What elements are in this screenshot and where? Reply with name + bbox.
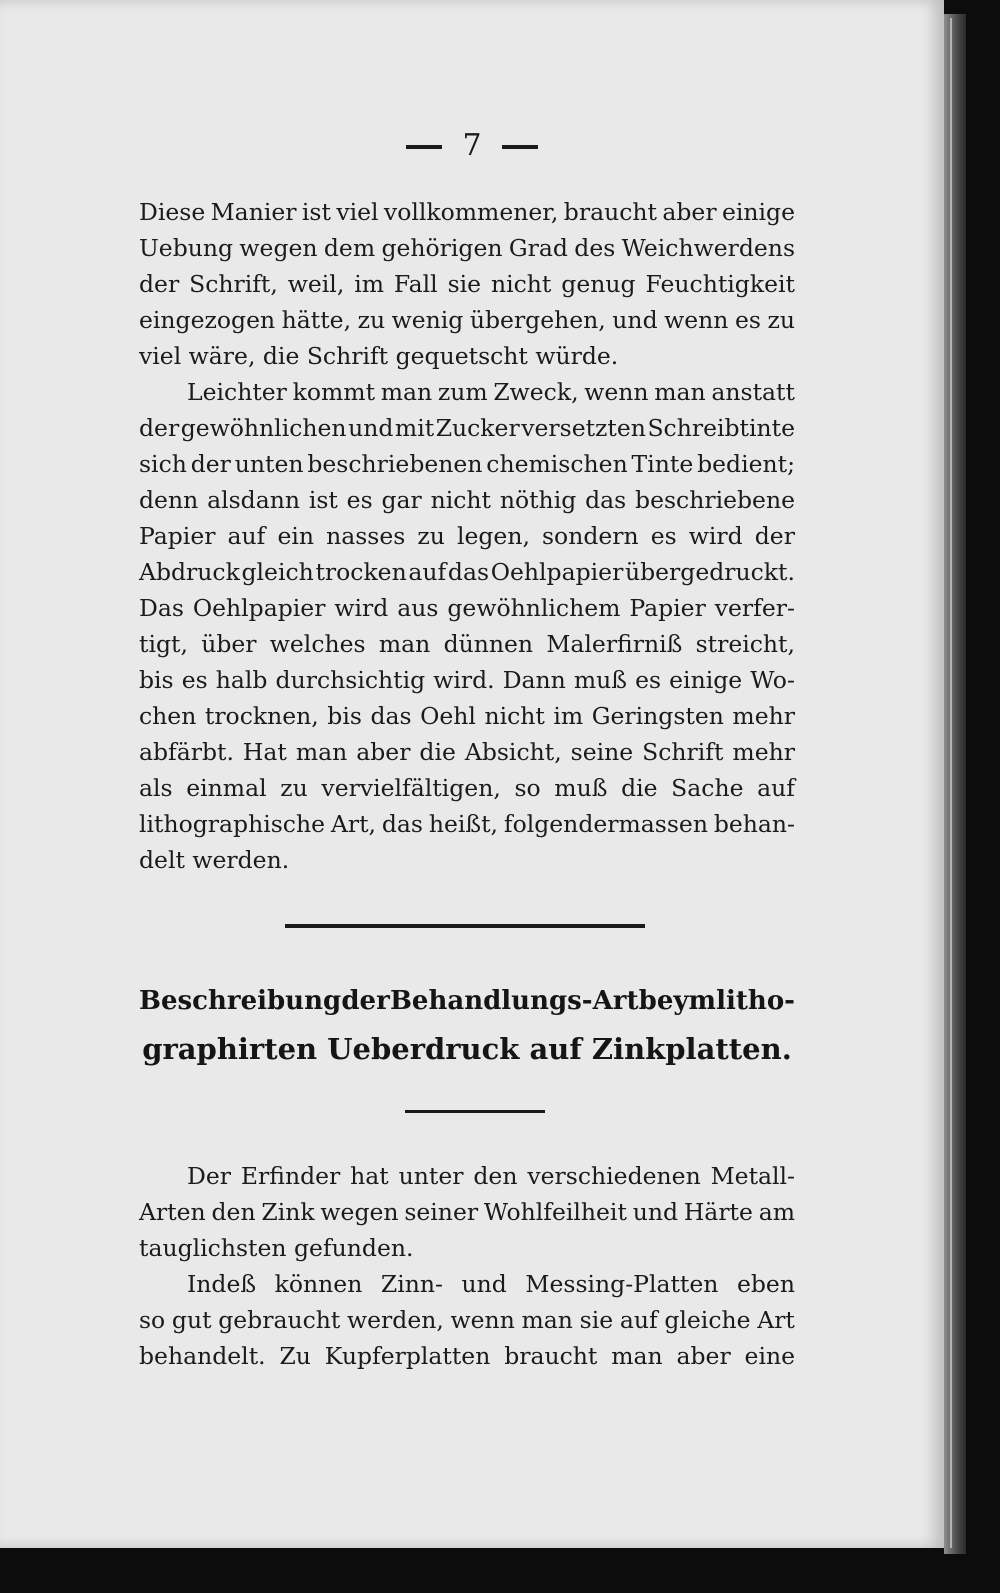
text-line: tigt, über welches man dünnen Malerfirniß streicht,: [139, 630, 795, 658]
text-block-top: [139, 194, 795, 878]
text-line: so gut gebraucht werden, wenn man sie auf gleiche Art: [139, 1306, 795, 1334]
text-line: lithographische Art, das heißt, folgendermassen behan-: [139, 810, 795, 838]
text-line: Uebung wegen dem gehörigen Grad des Weichwerdens: [139, 234, 795, 262]
heading-underline: [405, 1110, 545, 1113]
page-edge-highlight: [950, 18, 952, 1548]
text-line: Papier auf ein nasses zu legen, sondern es wird der: [139, 522, 795, 550]
text-line: der Schrift, weil, im Fall sie nicht genug Feuchtigkeit: [139, 270, 795, 298]
dash-right: [502, 145, 538, 149]
text-line: der gewöhnlichen und mit Zucker versetzten Schreibtinte: [139, 414, 795, 442]
text-line: abfärbt. Hat man aber die Absicht, seine Schrift mehr: [139, 738, 795, 766]
text-line: Abdruck gleich trocken auf das Oehlpapier übergedruckt.: [139, 558, 795, 586]
dash-left: [406, 145, 442, 149]
heading-line: graphirten Ueberdruck auf Zinkplatten.: [142, 1032, 792, 1066]
text-line: als einmal zu vervielfältigen, so muß die Sache auf: [139, 774, 795, 802]
text-line: Der Erfinder hat unter den verschiedenen Metall-: [187, 1162, 795, 1190]
text-line: Indeß können Zinn- und Messing-Platten eben: [187, 1270, 795, 1298]
text-line: Leichter kommt man zum Zweck, wenn man anstatt: [187, 378, 795, 406]
text-line: chen trocknen, bis das Oehl nicht im Geringsten mehr: [139, 702, 795, 730]
text-line: eingezogen hätte, zu wenig übergehen, und wenn es zu: [139, 306, 795, 334]
page-number-header: [0, 128, 944, 163]
text-line: bis es halb durchsichtig wird. Dann muß es einige Wo-: [139, 666, 795, 694]
text-line: Diese Manier ist viel vollkommener, braucht aber einige: [139, 198, 795, 226]
heading-line: Beschreibung der Behandlungs-Art beym litho-: [139, 986, 795, 1016]
text-line: Arten den Zink wegen seiner Wohlfeilheit und Härte am: [139, 1198, 795, 1226]
page-number: 7: [462, 128, 482, 163]
section-heading: [139, 977, 795, 1073]
section-divider: [285, 924, 645, 928]
text-line: delt werden.: [139, 846, 290, 874]
text-line: tauglichsten gefunden.: [139, 1234, 414, 1262]
text-line: denn alsdann ist es gar nicht nöthig das beschriebene: [139, 486, 795, 514]
text-block-bottom: [139, 1158, 795, 1374]
text-line: Das Oehlpapier wird aus gewöhnlichem Papier verfer-: [139, 594, 795, 622]
text-line: behandelt. Zu Kupferplatten braucht man aber eine: [139, 1342, 795, 1370]
page-edge: [944, 14, 966, 1554]
text-line: viel wäre, die Schrift gequetscht würde.: [139, 342, 619, 370]
text-line: sich der unten beschriebenen chemischen Tinte bedient;: [139, 450, 795, 478]
